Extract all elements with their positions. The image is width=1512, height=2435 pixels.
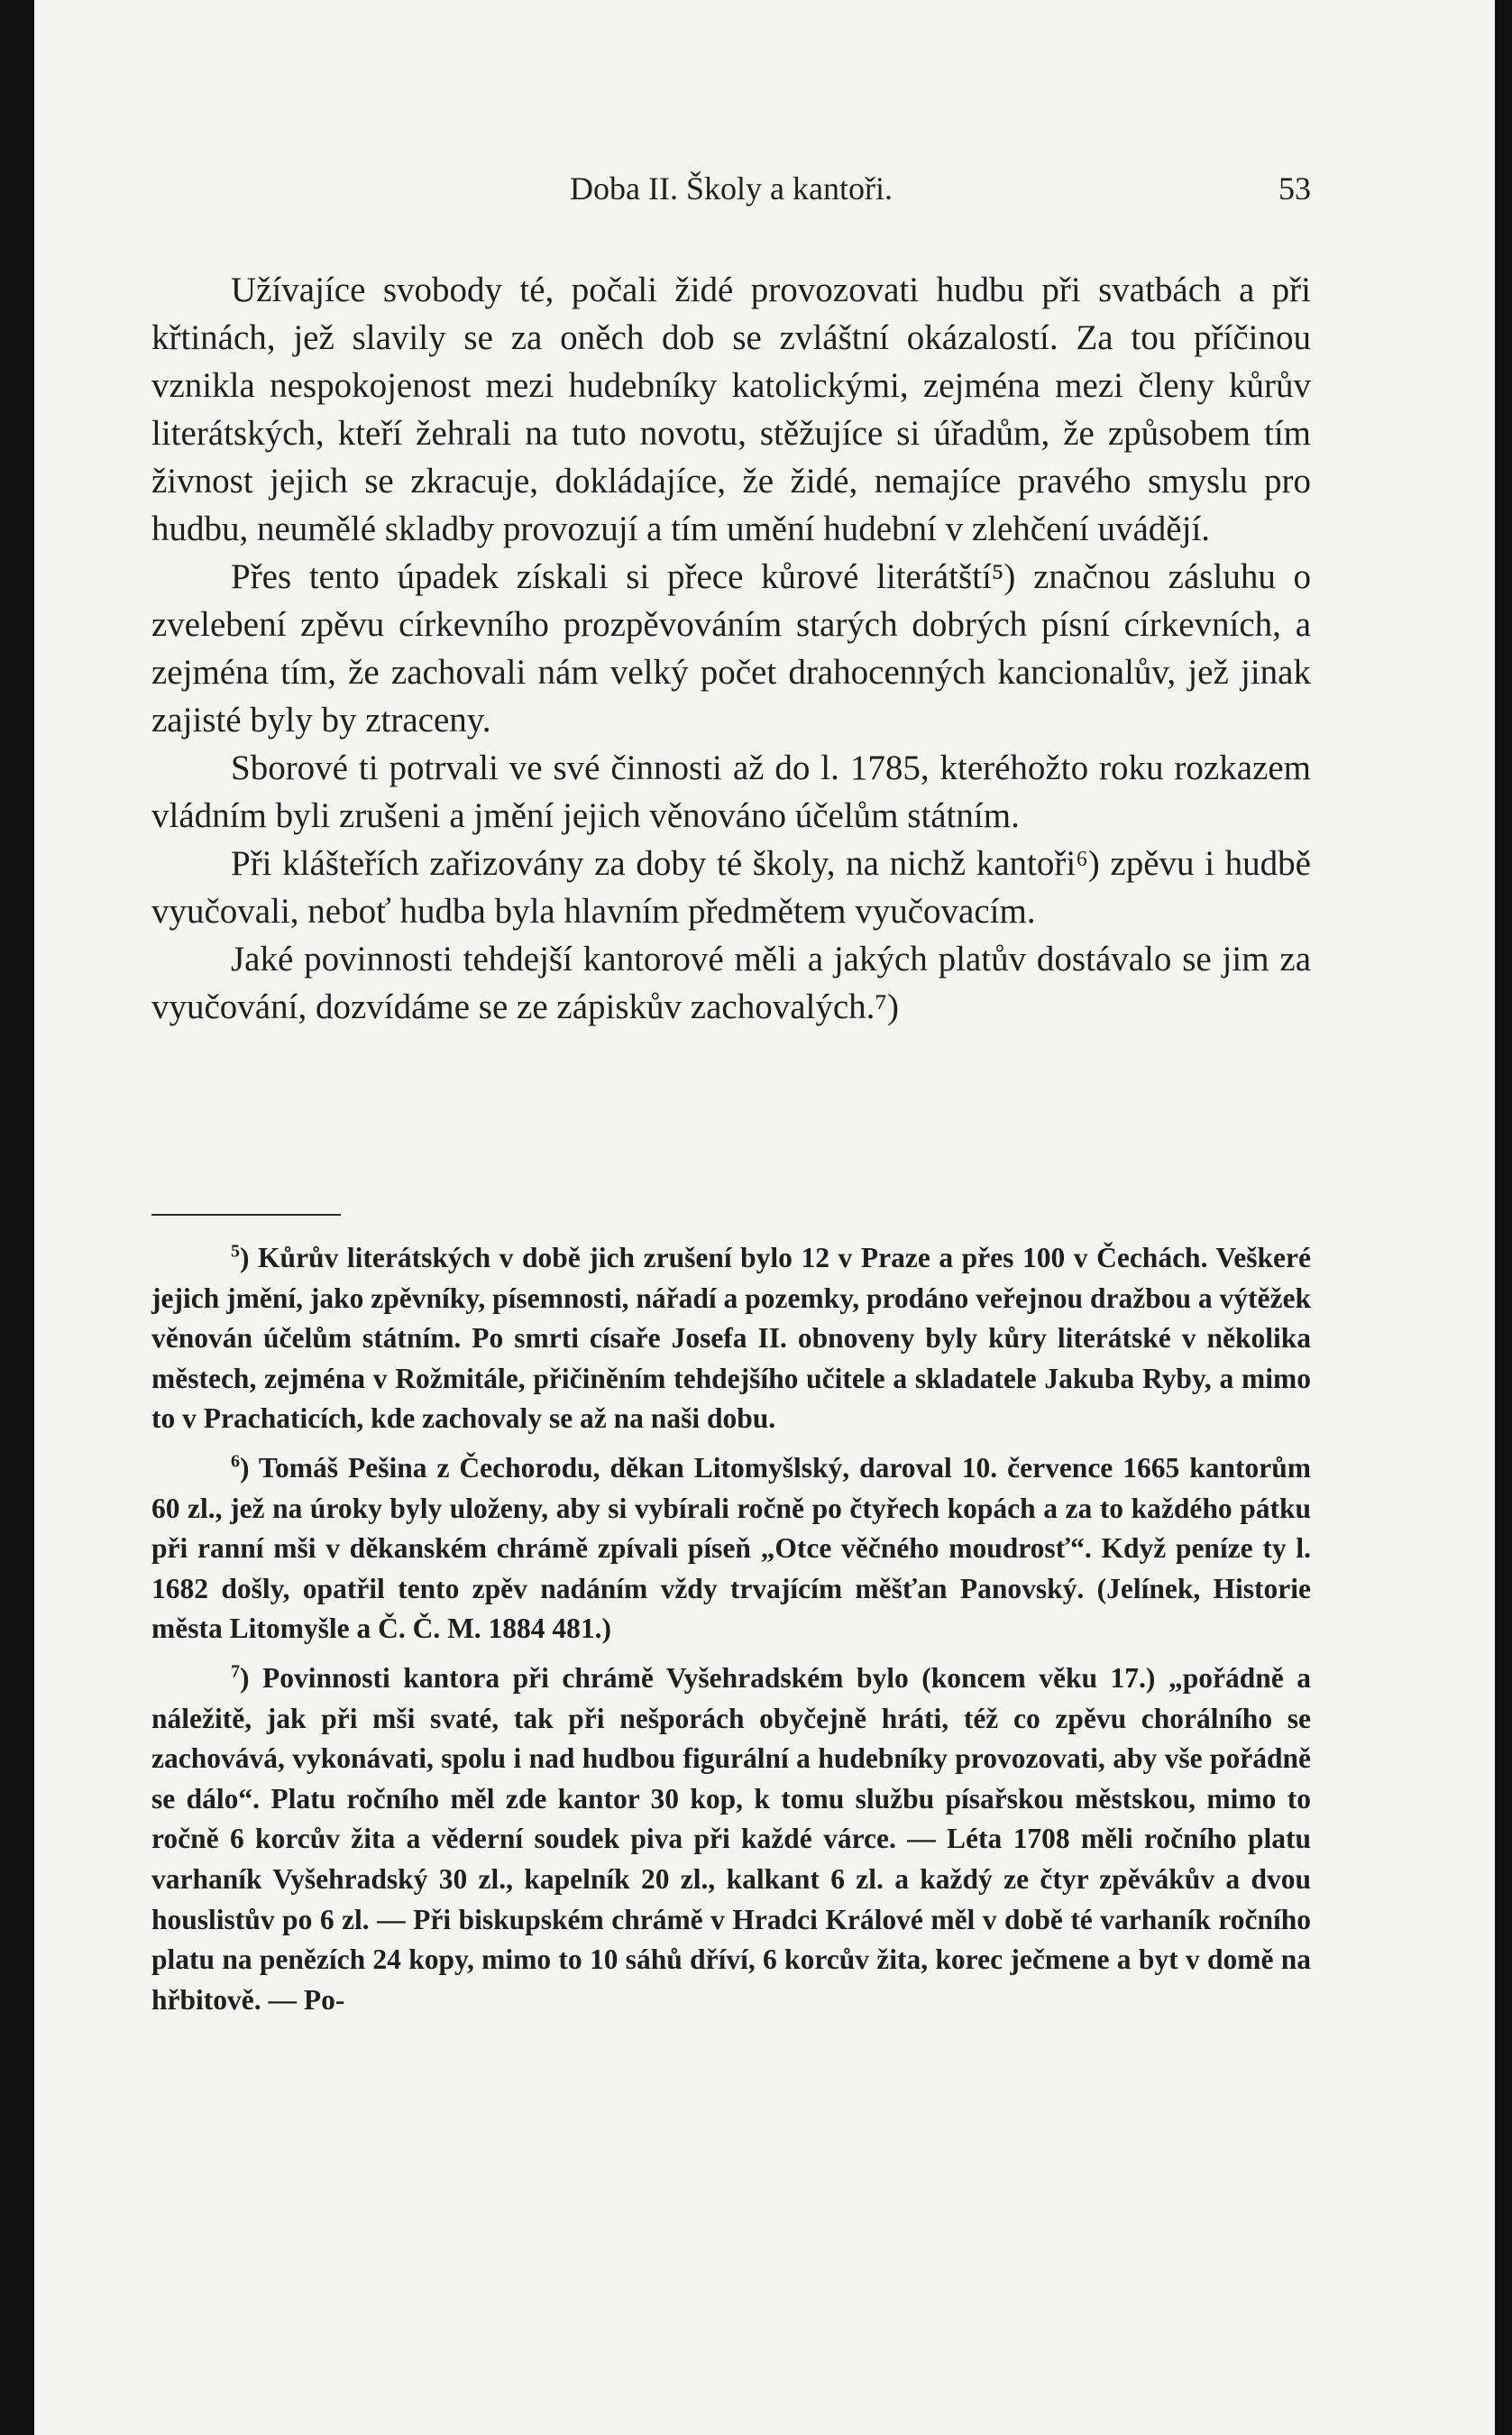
paragraph-2: Přes tento úpadek získali si přece kůrové literátští⁵) značnou zásluhu o zvelebení zpěvu církevního prozpěvováním starých dobrých písní církevních, a zejména tím, že zachovali nám velký počet drahocenných kancionalův, jež jinak zajisté byly by ztraceny.	[151, 557, 1311, 740]
main-text	[151, 266, 1311, 1031]
paragraph-1: Užívajíce svobody té, počali židé provozovati hudbu při svatbách a při křtinách, jež slavily se za oněch dob se zvláštní okázalostí. Za tou příčinou vznikla nespokojenost mezi hudebníky katolickými, zejména mezi členy kůrův literátských, kteří žehrali na tuto novotu, stěžujíce si úřadům, že způsobem tím živnost jejich se zkracuje, dokládajíce, že židé, nemajíce pravého smyslu pro hudbu, neumělé skladby provozují a tím umění hudební v zlehčení uvádějí.	[151, 271, 1311, 548]
footnote-6-mark: 6	[231, 1451, 240, 1472]
footnotes	[151, 1238, 1311, 2029]
footnote-7-mark: 7	[231, 1661, 240, 1682]
running-title: Doba II. Školy a kantoři.	[570, 170, 893, 207]
paragraph-5: Jaké povinnosti tehdejší kantorové měli a jakých platův dostávalo se jim za vyučování, dozvídáme se ze zápiskův zachovalých.⁷)	[151, 940, 1311, 1026]
footnote-6	[151, 1448, 1311, 1649]
footnote-7	[151, 1659, 1311, 2020]
footnote-7-text: ) Povinnosti kantora při chrámě Vyšehradském bylo (koncem věku 17.) „pořádně a náležitě, jak při mši svaté, tak při nešporách obyčejně hráti, též co zpěvu chorálního se zachovává, vykonávati, spolu i nad hudbou figurální a hudebníky provozovati, aby vše pořádně se dálo“. Platu ročního měl zde kantor 30 kop, k tomu službu písařskou městskou, mimo to ročně 6 korcův žita a věderní soudek piva při každé várce. — Léta 1708 měli ročního platu varhaník Vyšehradský 30 zl., kapelník 20 zl., kalkant 6 zl. a každý ze čtyr zpěvákův a dvou houslistův po 6 zl. — Při biskupském chrámě v Hradci Králové měl v době té varhaník ročního platu na penězích 24 kopy, mimo to 10 sáhů dříví, 6 korcův žita, korec ječmene a byt v domě na hřbitově. — Po-	[151, 1661, 1311, 2016]
footnote-separator	[151, 1214, 341, 1216]
page-number: 53	[1278, 170, 1311, 207]
paragraph-4: Při klášteřích zařizovány za doby té školy, na nichž kantoři⁶) zpěvu i hudbě vyučovali, neboť hudba byla hlavním předmětem vyučovacím.	[151, 844, 1311, 931]
footnote-5	[151, 1238, 1311, 1439]
page-header	[151, 170, 1311, 215]
paragraph-3: Sborové ti potrvali ve své činnosti až do l. 1785, kteréhožto roku rozkazem vládním byli zrušeni a jmění jejich věnováno účelům státním.	[151, 749, 1311, 835]
footnote-5-mark: 5	[231, 1241, 240, 1262]
footnote-5-text: ) Kůrův literátských v době jich zrušení bylo 12 v Praze a přes 100 v Čechách. Veškeré jejich jmění, jako zpěvníky, písemnosti, nářadí a pozemky, prodáno veřejnou dražbou a výtěžek věnován účelům státním. Po smrti císaře Josefa II. obnoveny byly kůry literátské v několika městech, zejména v Rožmitále, přičiněním tehdejšího učitele a skladatele Jakuba Ryby, a mimo to v Prachaticích, kde zachovaly se až na naši dobu.	[151, 1242, 1311, 1435]
footnote-6-text: ) Tomáš Pešina z Čechorodu, děkan Litomyšlský, daroval 10. července 1665 kantorům 60 zl., jež na úroky byly uloženy, aby si vybírali ročně po čtyřech kopách a za to každého pátku při ranní mši v děkanském chrámě zpívali píseň „Otce věčného moudrosť“. Když peníze ty l. 1682 došly, opatřil tento zpěv nadáním vždy trvajícím měšťan Panovský. (Jelínek, Historie města Litomyšle a Č. Č. M. 1884 481.)	[151, 1451, 1311, 1645]
